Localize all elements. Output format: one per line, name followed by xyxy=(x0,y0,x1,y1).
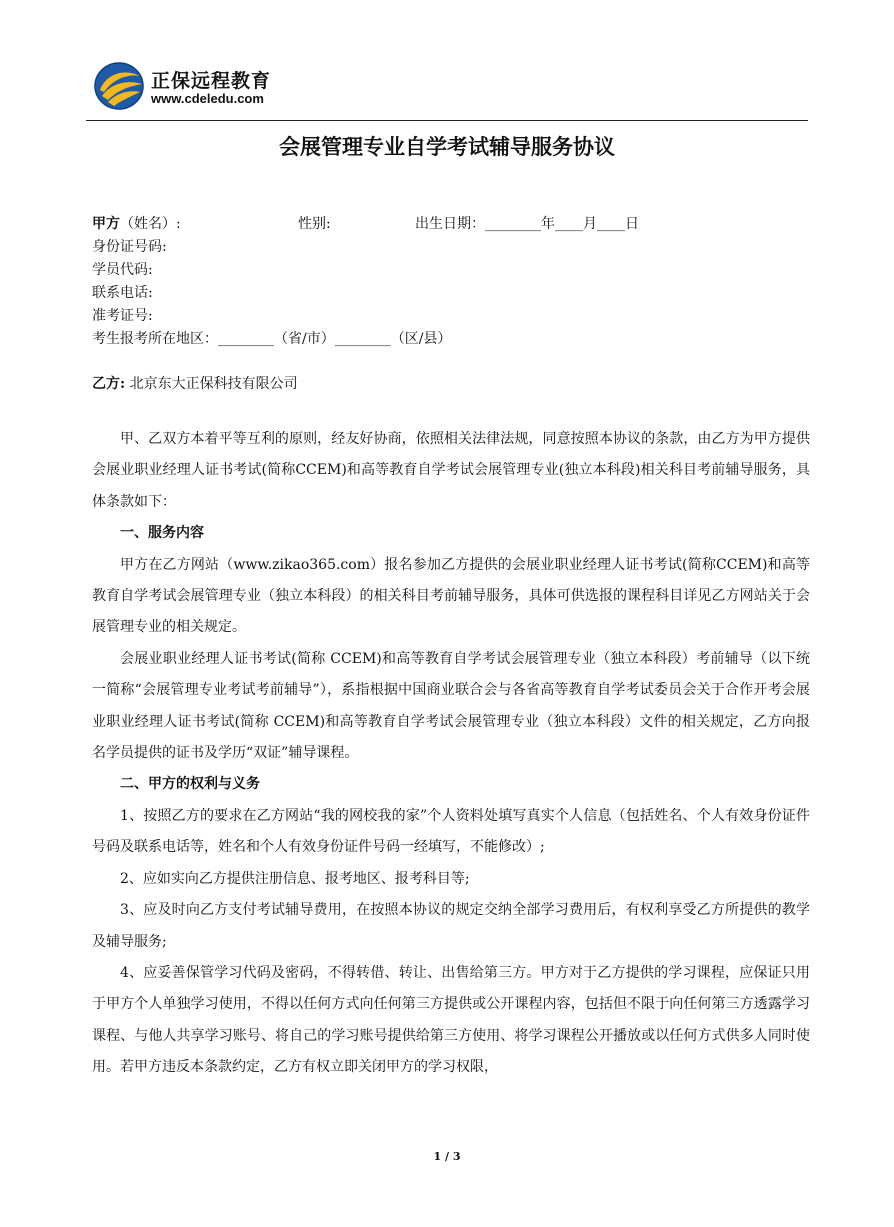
clause: 4、应妥善保管学习代码及密码，不得转借、转让、出售给第三方。甲方对于乙方提供的学习课程，应保证只用于甲方个人单独学习使用，不得以任何方式向任何第三方提供或公开课程内容，包括但不限于向任何第三方透露学习课程、与他人共享学习账号、将自己的学习账号提供给第三方使用、将学习课程公开播放或以任何方式供多人同时使用。若甲方违反本条款约定，乙方有权立即关闭甲方的学习权限， xyxy=(92,964,810,1076)
party-b-value: 北京东大正保科技有限公司 xyxy=(129,376,298,392)
section-heading-rights: 二、甲方的权利与义务 xyxy=(120,776,260,793)
section-heading-service: 一、服务内容 xyxy=(120,525,204,542)
region-row: 考生报考所在地区：________（省/市）________（区/县） xyxy=(92,331,452,347)
document-title: 会展管理专业自学考试辅导服务协议 xyxy=(279,135,615,159)
birth-date-label: 出生日期：________年____月____日 xyxy=(415,216,639,232)
paragraph: 甲方在乙方网站（www.zikao365.com）报名参加乙方提供的会展业职业经理人证书考试(简称CCEM)和高等教育自学考试会展管理专业（独立本科段）的相关科目考前辅导服务，具体可供选报的课程科目详见乙方网站关于会展管理专业的相关规定。 xyxy=(92,556,810,636)
party-a-name-row xyxy=(92,213,812,236)
student-code-row: 学员代码: xyxy=(92,262,153,278)
clause: 3、应及时向乙方支付考试辅导费用，在按照本协议的规定交纳全部学习费用后，有权利享受乙方所提供的教学及辅导服务; xyxy=(92,902,810,950)
id-number-row: 身份证号码: xyxy=(92,239,167,255)
clause: 2、应如实向乙方提供注册信息、报考地区、报考科目等; xyxy=(120,870,470,887)
party-a-fields xyxy=(92,213,812,351)
brand-logo-icon xyxy=(90,60,150,112)
party-a-label: 甲方 xyxy=(92,216,120,232)
intro-paragraph: 甲、乙双方本着平等互利的原则，经友好协商，依照相关法律法规，同意按照本协议的条款，由乙方为甲方提供会展业职业经理人证书考试(简称CCEM)和高等教育自学考试会展管理专业(独立本科段)相关科目考前辅导服务，具体条款如下： xyxy=(92,431,810,510)
brand-url: www.cdeledu.com xyxy=(151,91,264,106)
paragraph: 会展业职业经理人证书考试(简称 CCEM)和高等教育自学考试会展管理专业（独立本科段）考前辅导（以下统一简称“会展管理专业考试考前辅导”），系指根据中国商业联合会与各省高等教育自学考试委员会关于合作开考会展业职业经理人证书考试(简称 CCEM)和高等教育自学考试会展管理专业（独立本科段）文件的相关规定，乙方向报名学员提供的证书及学历“双证”辅导课程。 xyxy=(92,650,810,762)
page-indicator: 1 / 3 xyxy=(433,1150,461,1163)
gender-label: 性别: xyxy=(298,216,331,232)
phone-row: 联系电话: xyxy=(92,285,153,301)
agreement-body xyxy=(92,424,810,1084)
party-b-label: 乙方: xyxy=(92,376,126,392)
party-a-name-label: （姓名）: xyxy=(120,216,181,232)
party-b-row xyxy=(92,373,298,393)
header-divider xyxy=(86,120,808,121)
admission-number-row: 准考证号: xyxy=(92,308,153,324)
brand-name: 正保远程教育 xyxy=(151,70,272,92)
clause: 1、按照乙方的要求在乙方网站“我的网校我的家”个人资料处填写真实个人信息（包括姓名、个人有效身份证件号码及联系电话等，姓名和个人有效身份证件号码一经填写，不能修改）; xyxy=(92,807,810,856)
